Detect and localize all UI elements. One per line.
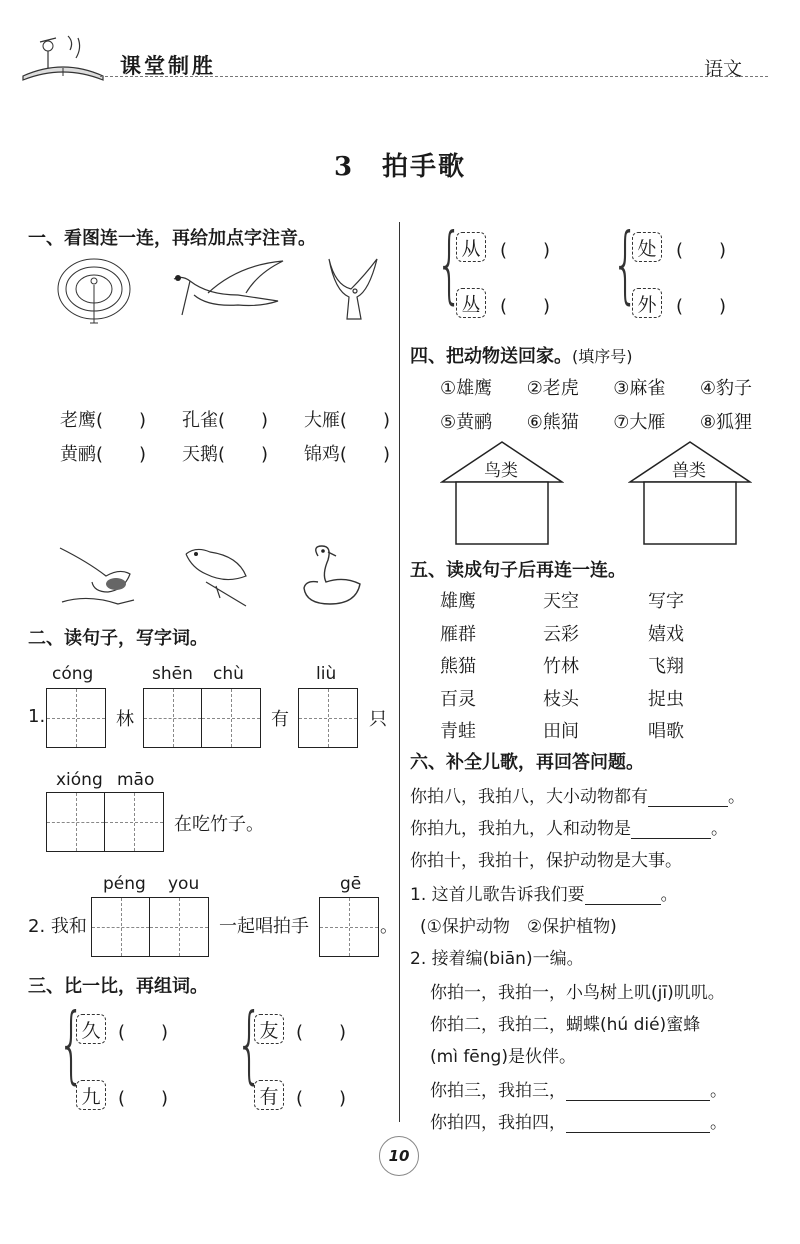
compose-blank[interactable]: ( ) [676,240,727,261]
period: 。 [710,1113,727,1133]
pinyin-ge: gē [340,874,362,894]
compose-text: 你拍四，我拍四， [430,1113,566,1133]
q1-number: 1. [28,706,46,727]
animal-item: ⑥熊猫 [526,412,579,433]
bird-blank[interactable]: 天鹅( ) [181,444,269,465]
animal-item: ⑤黄鹂 [440,412,493,433]
brace-right-bottom: { [236,995,263,1093]
period: 。 [660,885,678,905]
example-line-1: 你拍一，我拍一，小鸟树上叽(jī)叽叽。 [430,983,725,1003]
peacock-picture [55,255,133,327]
section6-heading: 六、补全儿歌，再回答问题。 [410,752,644,773]
writing-box-shenchu[interactable] [143,688,261,748]
compose-blank[interactable]: ( ) [296,1022,347,1043]
compose-line-3 [430,1076,727,1101]
match-item[interactable]: 田间 [543,721,579,742]
answer-blank[interactable] [566,1100,710,1101]
match-item[interactable]: 天空 [543,591,579,612]
match-item[interactable]: 嬉戏 [648,623,684,645]
section5-heading: 五、读成句子后再连一连。 [410,560,626,581]
lesson-title: 3 拍手歌 [333,152,467,182]
rhyme-line-9 [410,814,728,839]
writing-box-pengyou[interactable] [91,897,209,957]
q2-text-end: 。 [380,916,398,937]
brace-left-top: { [436,215,463,313]
match-item[interactable]: 捉虫 [648,688,684,710]
question-text: 1. 这首儿歌告诉我们要 [410,885,585,905]
answer-blank[interactable] [631,838,711,839]
pinyin-chu: chù [213,664,244,684]
section4-heading-wrap [410,342,633,368]
period: 。 [710,1081,727,1101]
match-item[interactable]: 百灵 [440,688,476,710]
q1-text-zhi: 只 [369,709,387,730]
page-number: 10 [379,1136,419,1176]
example-line-2b: (mì fēng)是伙伴。 [430,1047,576,1067]
period: 。 [711,819,728,839]
bird-blank[interactable]: 大雁( ) [303,410,390,431]
match-item[interactable]: 雁群 [440,623,476,645]
compose-blank[interactable]: ( ) [118,1088,169,1109]
compose-blank[interactable]: ( ) [118,1022,169,1043]
q6-1 [410,880,678,905]
rhyme-text: 你拍九，我拍九，人和动物是 [410,819,631,839]
brace-left-bottom: { [58,995,85,1093]
golden-pheasant-picture [58,542,138,610]
writing-box-xiongmao[interactable] [46,792,164,852]
section4-note: (填序号) [572,347,633,366]
writing-box-ge[interactable] [319,897,379,957]
char-chu: 处 [632,232,662,262]
swan-picture [296,542,366,610]
match-item[interactable]: 雄鹰 [440,591,476,612]
q2-text-start: 2. 我和 [28,916,87,937]
section1-heading: 一、看图连一连，再给加点字注音。 [28,228,316,249]
match-item[interactable]: 写字 [648,591,684,612]
writing-box-cong[interactable] [46,688,106,748]
animal-item: ①雄鹰 [440,378,493,399]
example-line-2a: 你拍二，我拍二，蝴蝶(hú dié)蜜蜂 [430,1015,701,1035]
q1b-text: 在吃竹子。 [174,814,264,835]
compose-text: 你拍三，我拍三， [430,1081,566,1101]
char-you-friend: 友 [254,1014,284,1044]
rhyme-text: 你拍八，我拍八，大小动物都有 [410,787,648,807]
oriole-picture [176,542,256,610]
q6-1-options: (①保护动物 ②保护植物) [420,917,617,937]
q2-text-mid: 一起唱拍手 [219,916,309,937]
char-cong-follow: 从 [456,232,486,262]
writing-box-liu[interactable] [298,688,358,748]
pinyin-liu: liù [316,664,337,684]
compose-blank[interactable]: ( ) [500,296,551,317]
pinyin-cong: cóng [52,664,94,684]
match-item[interactable]: 熊猫 [440,656,476,677]
match-item[interactable]: 枝头 [543,688,579,710]
char-jiu-nine: 九 [76,1080,106,1110]
header-subject: 语文 [704,58,743,80]
pinyin-xiong: xióng [56,770,103,790]
answer-blank[interactable] [566,1132,710,1133]
q1-text-you: 有 [271,709,289,730]
q1-text-lin: 林 [116,709,134,730]
header-brand: 课堂制胜 [120,54,216,78]
beast-house-label: 兽类 [672,461,706,481]
match-item[interactable]: 飞翔 [648,656,684,677]
match-item[interactable]: 云彩 [543,623,579,645]
column-divider [399,222,400,1122]
animal-item: ②老虎 [526,378,579,399]
match-item[interactable]: 竹林 [543,656,579,677]
pinyin-mao: māo [117,770,155,790]
header-rule [100,76,768,77]
animal-list-row2 [440,408,752,434]
match-col1 [440,586,476,749]
period: 。 [728,787,745,807]
char-you-have: 有 [254,1080,284,1110]
section4-heading: 四、把动物送回家。 [410,346,572,367]
bird-blank[interactable]: 孔雀( ) [181,410,269,431]
section1-row1 [60,406,390,432]
pinyin-shen: shēn [152,664,193,684]
bird-blank[interactable]: 黄鹂( ) [60,444,147,465]
brace-right-top: { [612,215,639,313]
compose-line-4 [430,1108,727,1133]
animal-item: ③麻雀 [613,378,666,399]
bird-house-label: 鸟类 [484,461,518,481]
match-col2 [543,586,579,749]
section3-heading: 三、比一比，再组词。 [28,976,208,997]
match-item[interactable]: 青蛙 [440,721,476,742]
match-col3 [648,586,684,749]
animal-item: ⑧狐狸 [699,412,752,433]
compose-blank[interactable]: ( ) [676,296,727,317]
wild-goose-picture [168,255,286,325]
pinyin-you: you [168,874,200,894]
q6-2: 2. 接着编(biān)一编。 [410,949,584,969]
animal-item: ④豹子 [699,378,752,399]
animal-list-row1 [440,374,752,400]
rhyme-line-8 [410,782,745,807]
section1-row2 [60,440,390,466]
char-cong-cluster: 丛 [456,288,486,318]
animal-item: ⑦大雁 [613,412,666,433]
match-item[interactable]: 唱歌 [648,721,684,742]
pinyin-peng: péng [103,874,146,894]
char-wai: 外 [632,288,662,318]
bird-blank[interactable]: 锦鸡( ) [303,444,390,465]
answer-blank[interactable] [585,904,661,905]
bird-blank[interactable]: 老鹰( ) [60,410,147,431]
answer-blank[interactable] [648,806,728,807]
section2-heading: 二、读句子，写字词。 [28,628,208,649]
char-jiu-long: 久 [76,1014,106,1044]
eagle-picture [325,255,381,323]
rhyme-line-10: 你拍十，我拍十，保护动物是大事。 [410,851,682,871]
compose-blank[interactable]: ( ) [500,240,551,261]
compose-blank[interactable]: ( ) [296,1088,347,1109]
header-logo-icon [18,28,108,82]
